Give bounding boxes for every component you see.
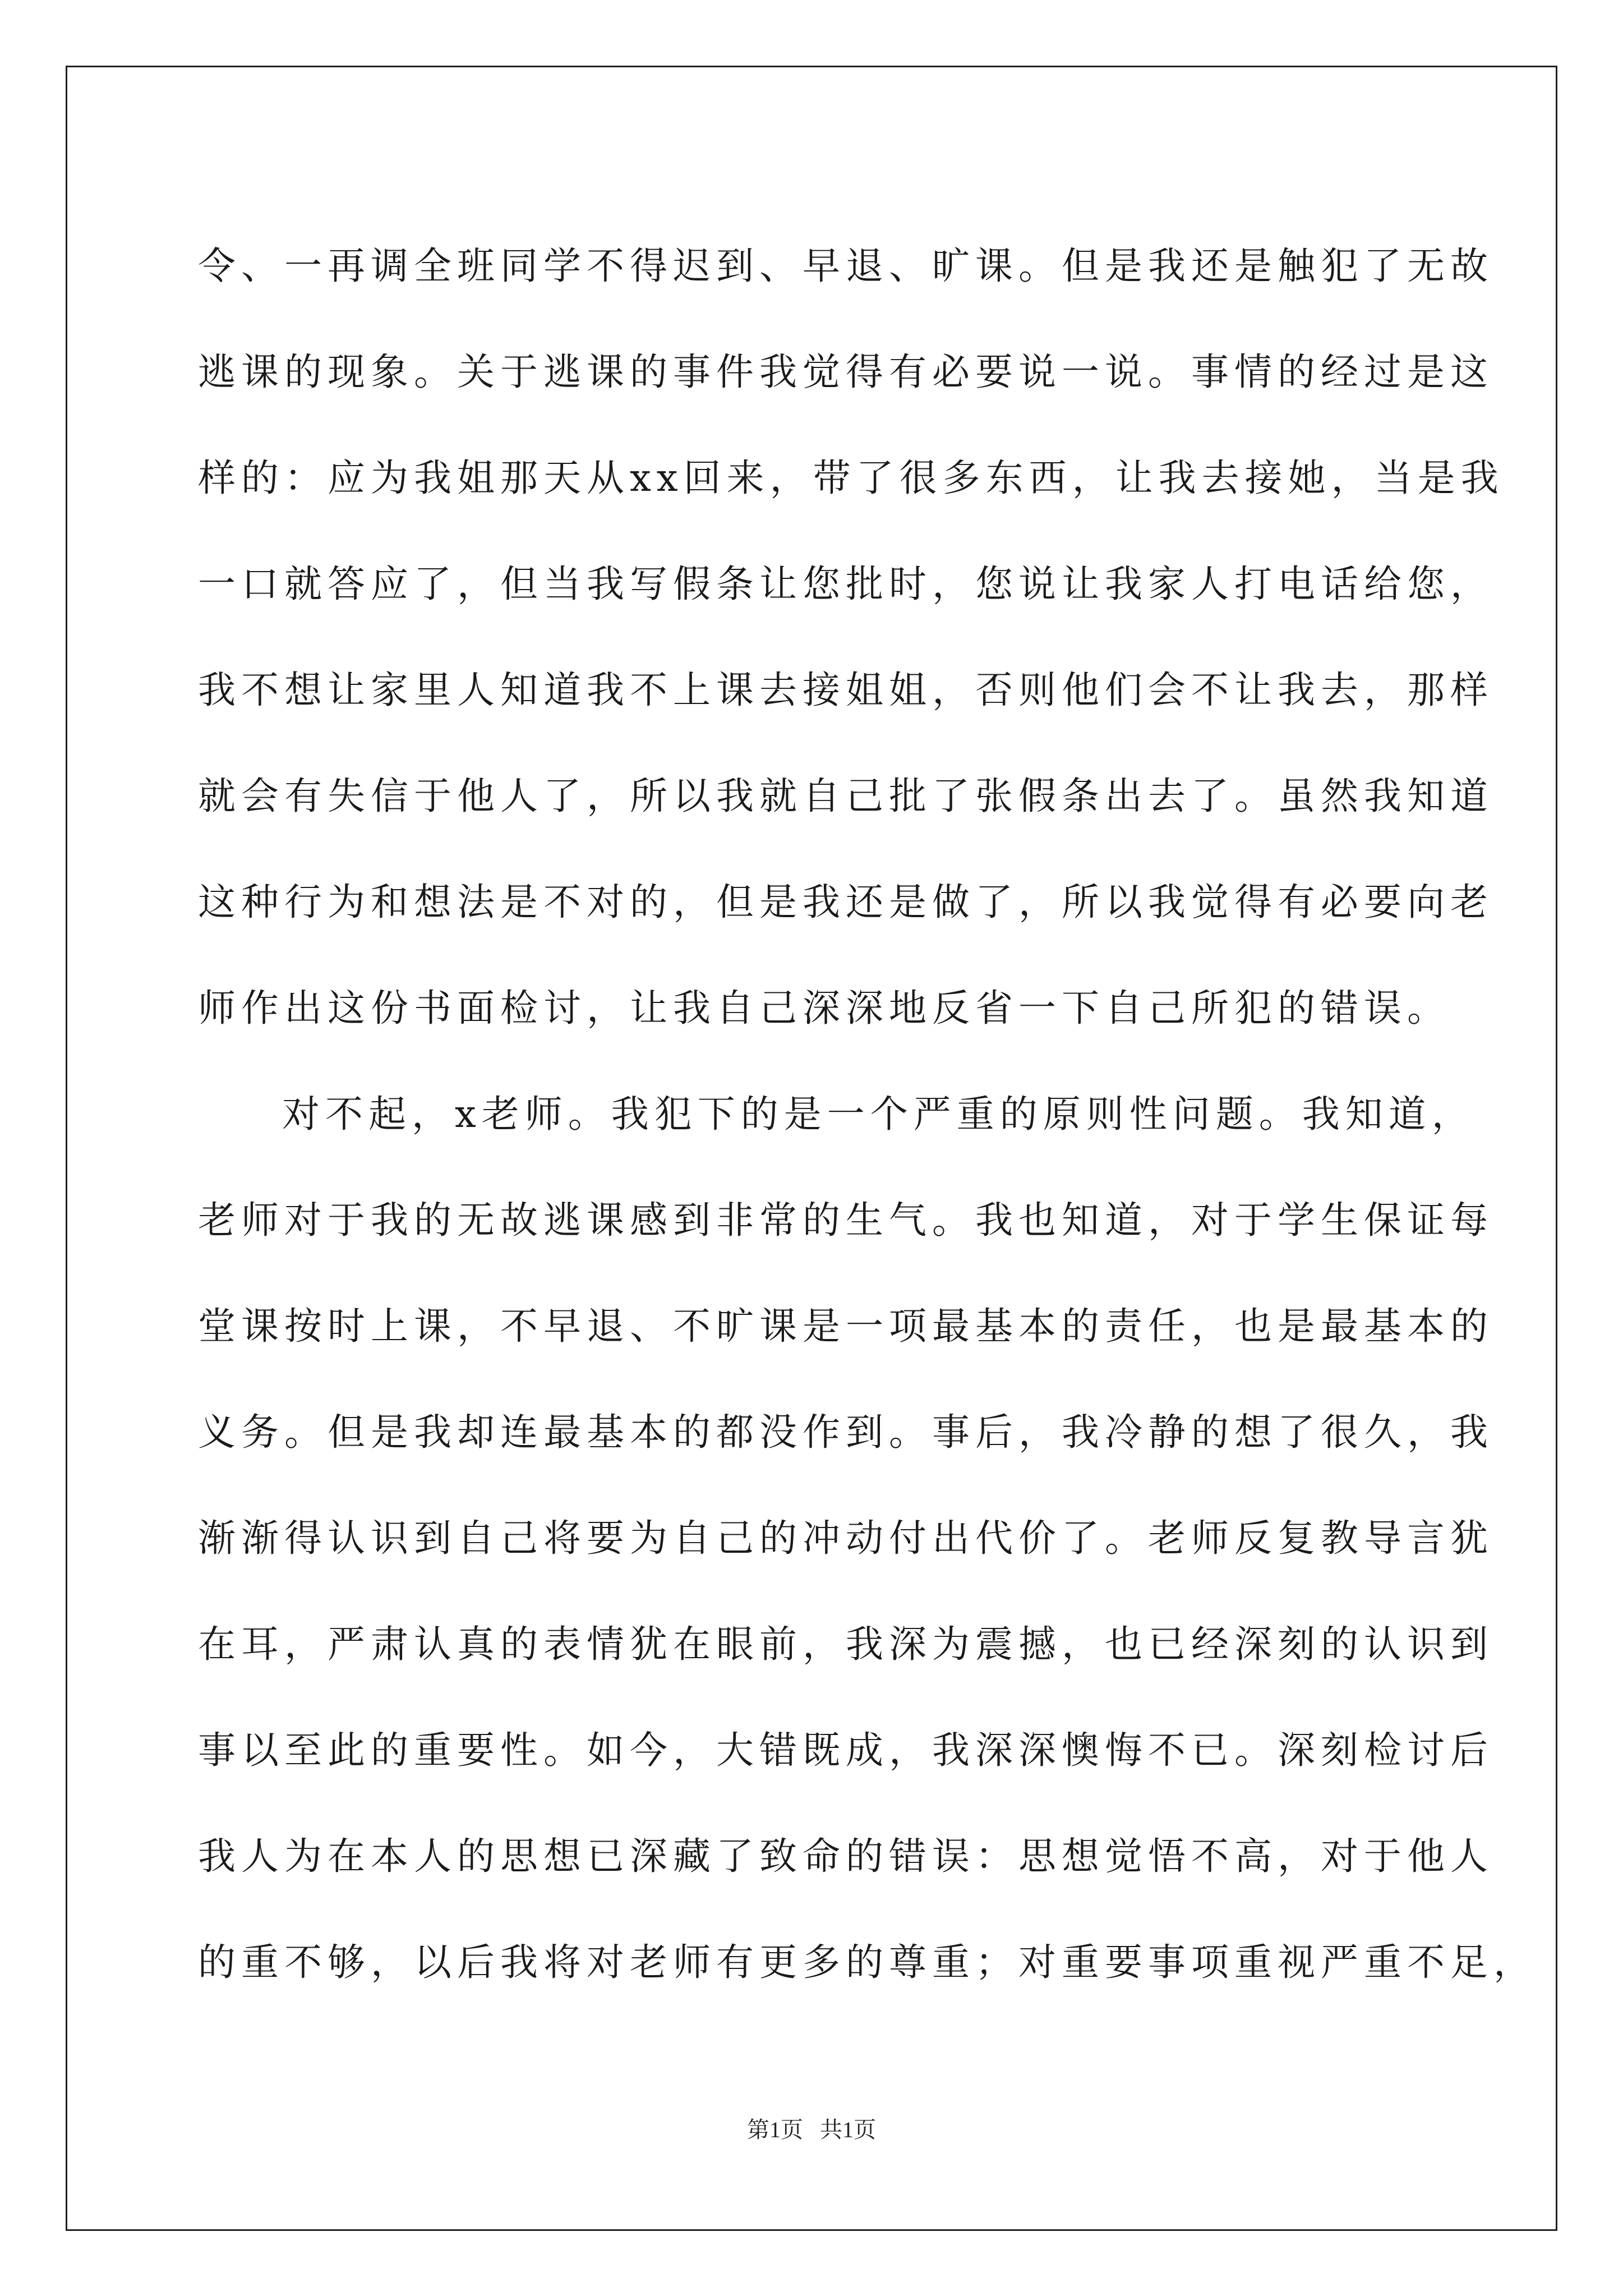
text-line: 就会有失信于他人了，所以我就自己批了张假条出去了。虽然我知道 xyxy=(198,774,1493,818)
text-line: 老师对于我的无故逃课感到非常的生气。我也知道，对于学生保证每 xyxy=(198,1198,1493,1242)
text-line: 堂课按时上课，不早退、不旷课是一项最基本的责任，也是最基本的 xyxy=(198,1304,1493,1348)
text-line: 一口就答应了，但当我写假条让您批时，您说让我家人打电话给您， xyxy=(198,562,1493,606)
text-line: 这种行为和想法是不对的，但是我还是做了，所以我觉得有必要向老 xyxy=(198,880,1493,924)
paragraph-start-line: 对不起，x老师。我犯下的是一个严重的原则性问题。我知道， xyxy=(282,1092,1475,1136)
document-body xyxy=(198,213,1537,2016)
text-line: 师作出这份书面检讨，让我自己深深地反省一下自己所犯的错误。 xyxy=(198,986,1450,1030)
text-line: 逃课的现象。关于逃课的事件我觉得有必要说一说。事情的经过是这 xyxy=(198,350,1493,394)
text-line: 事以至此的重要性。如今，大错既成，我深深懊悔不已。深刻检讨后 xyxy=(198,1728,1493,1772)
text-line: 我不想让家里人知道我不上课去接姐姐，否则他们会不让我去，那样 xyxy=(198,668,1493,712)
text-line: 样的：应为我姐那天从xx回来，带了很多东西，让我去接她，当是我 xyxy=(198,456,1504,500)
text-line: 义务。但是我却连最基本的都没作到。事后，我冷静的想了很久，我 xyxy=(198,1410,1493,1454)
page-number-footer: 第1页 共1页 xyxy=(747,2117,876,2142)
text-line: 在耳，严肃认真的表情犹在眼前，我深为震撼，也已经深刻的认识到 xyxy=(198,1622,1493,1666)
text-line: 令、一再调全班同学不得迟到、早退、旷课。但是我还是触犯了无故 xyxy=(198,244,1493,288)
text-line: 渐渐得认识到自己将要为自己的冲动付出代价了。老师反复教导言犹 xyxy=(198,1516,1493,1560)
text-line: 的重不够，以后我将对老师有更多的尊重；对重要事项重视严重不足， xyxy=(198,1940,1537,1984)
text-line: 我人为在本人的思想已深藏了致命的错误：思想觉悟不高，对于他人 xyxy=(198,1834,1493,1878)
